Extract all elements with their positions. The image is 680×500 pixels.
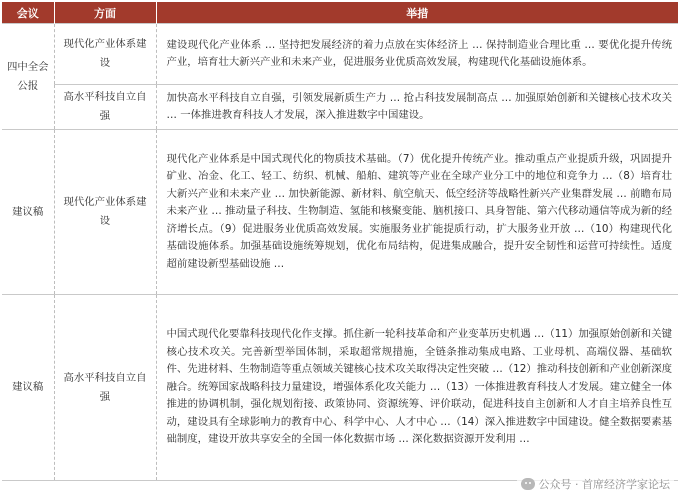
column-header-meeting: 会议 xyxy=(2,2,54,24)
aspect-cell: 高水平科技自立自强 xyxy=(54,85,156,130)
header-row xyxy=(2,2,678,24)
table-row xyxy=(2,130,678,295)
column-header-measures: 举措 xyxy=(156,2,678,24)
column-header-aspect: 方面 xyxy=(54,2,156,24)
meeting-cell: 建议稿 xyxy=(2,295,54,481)
watermark-text: 公众号 · 首席经济学家论坛 xyxy=(538,478,670,491)
wechat-icon xyxy=(521,478,535,490)
measures-cell: 加快高水平科技自立自强，引领发展新质生产力 … 抢占科技发展制高点 … 加强原始创新和关键核心技术攻关 … 一体推进教育科技人才发展，深入推进数字中国建设。 xyxy=(156,85,678,130)
measures-cell: 现代化产业体系是中国式现代化的物质技术基础。（7）优化提升传统产业。推动重点产业提质升级，巩固提升矿业、冶金、化工、轻工、纺织、机械、船舶、建筑等产业在全球产业分工中的地位和竞争力 …（8）培育壮大新兴产业和未来产业 … 加快新能源、新材料、航空航天、低空经济等战略性新兴产业集群发展 … 前瞻布局未来产业 … 推动量子科技、生物制造、氢能和核聚变能、脑机接口、具身智能、第六代移动通信等成为新的经济增长点。（9）促进服务业优质高效发展。实施服务业扩能提质行动，扩大服务业开放 …（10）构建现代化基础设施体系。加强基础设施统筹规划，优化布局结构，促进集成融合，提升安全韧性和运营可持续性。适度超前建设新型基础设施 … xyxy=(156,130,678,295)
table-row xyxy=(2,85,678,130)
measures-cell: 中国式现代化要靠科技现代化作支撑。抓住新一轮科技革命和产业变革历史机遇 …（11）加强原始创新和关键核心技术攻关。完善新型举国体制，采取超常规措施，全链条推动集成电路、工业母机、高端仪器、基础软件、先进材料、生物制造等重点领域关键核心技术攻关取得决定性突破 …（12）推动科技创新和产业创新深度融合。统筹国家战略科技力量建设，增强体系化攻关能力 …（13）一体推进教育科技人才发展。建立健全一体推进的协调机制，强化规划衔接、政策协同、资源统筹、评价联动，促进科技自主创新和人才自主培养良性互动，建设具有全球影响力的教育中心、科学中心、人才中心 …（14）深入推进数字中国建设。健全数据要素基础制度，建设开放共享安全的全国一体化数据市场 … 深化数据资源开发利用 … xyxy=(156,295,678,481)
table-row xyxy=(2,295,678,481)
aspect-cell: 现代化产业体系建设 xyxy=(54,24,156,85)
table-body xyxy=(2,24,678,481)
aspect-cell: 现代化产业体系建设 xyxy=(54,130,156,295)
table-header xyxy=(2,2,678,24)
table-row xyxy=(2,24,678,85)
policy-comparison-frame xyxy=(2,2,678,498)
watermark xyxy=(517,476,675,492)
meeting-cell: 四中全会公报 xyxy=(2,24,54,130)
policy-comparison-table xyxy=(2,2,678,481)
meeting-cell: 建议稿 xyxy=(2,130,54,295)
measures-cell: 建设现代化产业体系 … 坚持把发展经济的着力点放在实体经济上 … 保持制造业合理比重 … 要优化提升传统产业，培育壮大新兴产业和未来产业，促进服务业优质高效发展，构建现代化基础设施体系。 xyxy=(156,24,678,85)
aspect-cell: 高水平科技自立自强 xyxy=(54,295,156,481)
